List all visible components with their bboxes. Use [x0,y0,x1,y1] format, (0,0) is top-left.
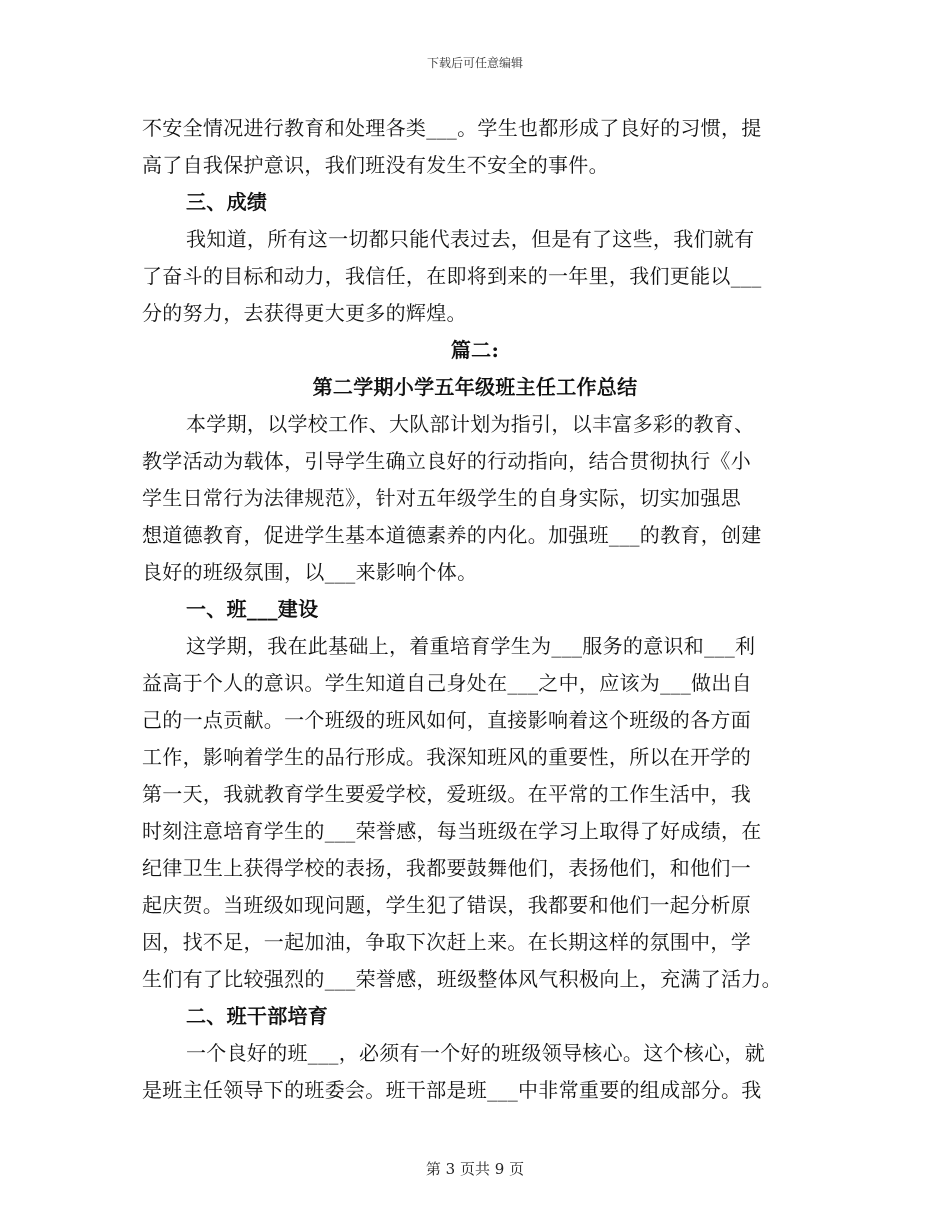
body-line: 学生日常行为法律规范》，针对五年级学生的自身实际，切实加强思 [142,486,741,510]
document-body [142,110,808,1109]
section-heading: 三、成绩 [186,190,268,214]
body-line: 良好的班级氛围，以___来影响个体。 [142,560,478,584]
body-line: 生们有了比较强烈的___荣誉感，班级整体风气积极向上，充满了活力。 [142,967,782,991]
body-line: 益高于个人的意识。学生知道自己身处在___之中，应该为___做出自 [142,671,752,695]
body-line: 第一天，我就教育学生要爱学校，爱班级。在平常的工作生活中，我 [142,782,751,806]
body-line: 一个良好的班___，必须有一个好的班级领导核心。这个核心，就 [186,1041,765,1065]
body-line: 本学期，以学校工作、大队部计划为指引，以丰富多彩的教育、 [186,412,755,436]
body-line: 是班主任领导下的班委会。班干部是班___中非常重要的组成部分。我 [142,1078,762,1102]
body-line: 高了自我保护意识，我们班没有发生不安全的事件。 [142,153,609,177]
section-heading: 二、班干部培育 [186,1004,329,1028]
document-title: 第二学期小学五年级班主任工作总结 [312,375,638,399]
body-line: 分的努力，去获得更大更多的辉煌。 [142,301,467,325]
body-line: 想道德教育，促进学生基本道德素养的内化。加强班___的教育，创建 [142,523,762,547]
body-line: 教学活动为载体，引导学生确立良好的行动指向，结合贯彻执行《小 [142,449,751,473]
page-header: 下载后可任意编辑 [426,56,523,70]
body-line: 时刻注意培育学生的___荣誉感，每当班级在学习上取得了好成绩，在 [142,819,762,843]
body-line: 己的一点贡献。一个班级的班风如何，直接影响着这个班级的各方面 [142,708,751,732]
body-line: 工作，影响着学生的品行形成。我深知班风的重要性，所以在开学的 [142,745,751,769]
body-line: 不安全情况进行教育和处理各类___。学生也都形成了良好的习惯，提 [142,116,762,140]
body-line: 纪律卫生上获得学校的表扬，我都要鼓舞他们，表扬他们，和他们一 [142,856,751,880]
body-line: 因，找不足，一起加油，争取下次赶上来。在长期这样的氛围中，学 [142,930,751,954]
section-heading: 一、班___建设 [186,597,319,621]
part-label: 篇二: [450,338,500,362]
body-line: 了奋斗的目标和动力，我信任，在即将到来的一年里，我们更能以___ [142,264,762,288]
body-line: 起庆贺。当班级如现问题，学生犯了错误，我都要和他们一起分析原 [142,893,751,917]
body-line: 这学期，我在此基础上，着重培育学生为___服务的意识和___利 [186,634,756,658]
body-line: 我知道，所有这一切都只能代表过去，但是有了这些，我们就有 [186,227,755,251]
page-footer: 第 3 页共 9 页 [425,1160,525,1178]
